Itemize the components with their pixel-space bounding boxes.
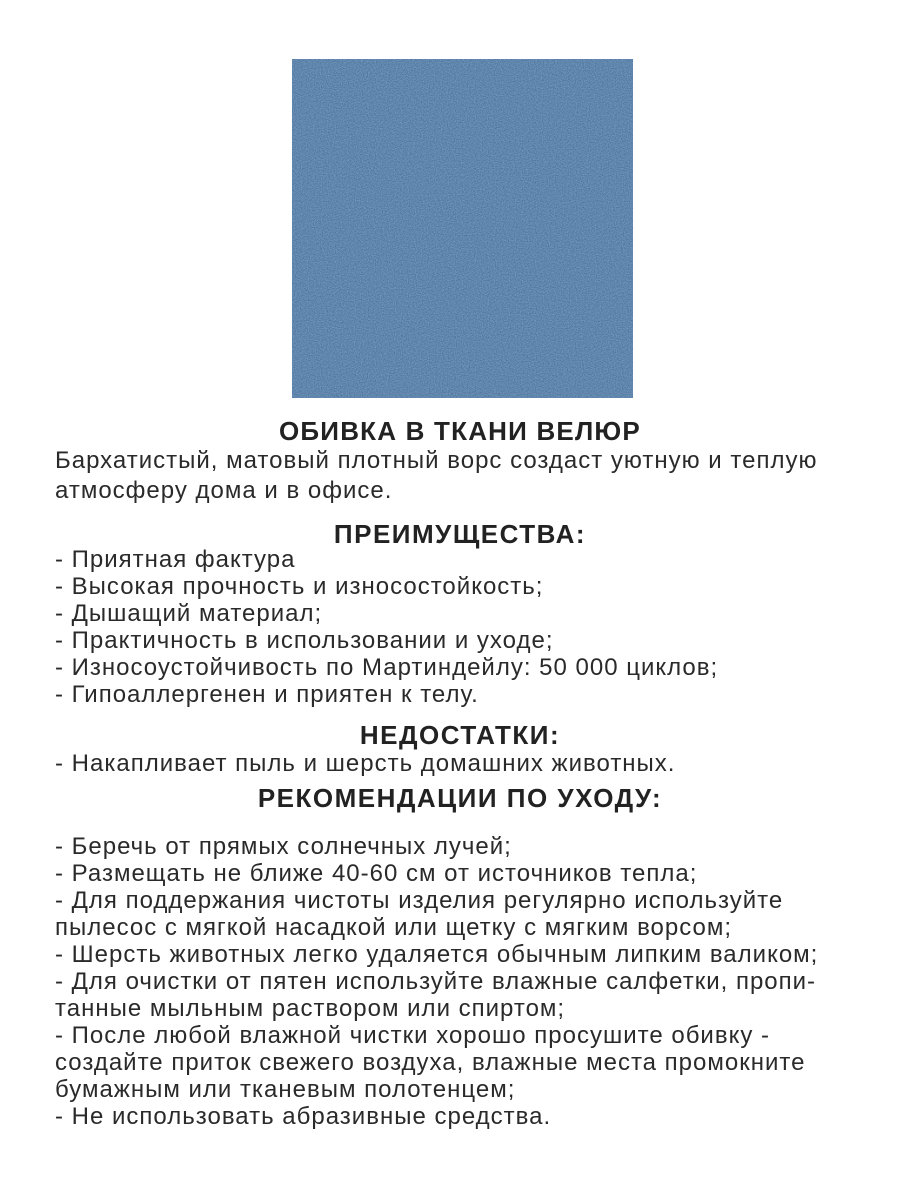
text-line: - Беречь от прямых солнечных лучей; (55, 833, 512, 860)
text-line: - Дышащий материал; (55, 600, 323, 627)
care-recommendations-list (55, 833, 865, 1130)
disadvantages-heading: НЕДОСТАТКИ: (359, 720, 561, 750)
care-recommendations-heading: РЕКОМЕНДАЦИИ ПО УХОДУ: (257, 783, 663, 813)
text-line: - Для поддержания чистоты изделия регулярно используйте (55, 887, 784, 914)
fabric-swatch-image (292, 59, 633, 398)
advantages-heading: ПРЕИМУЩЕСТВА: (333, 519, 587, 549)
text-line: - Износоустойчивость по Мартиндейлу: 50 000 циклов; (55, 654, 719, 681)
text-line: - Для очистки от пятен используйте влажные салфетки, пропи- (55, 968, 817, 995)
text-line: создайте приток свежего воздуха, влажные места промокните (55, 1049, 806, 1076)
text-line: - Накапливает пыль и шерсть домашних животных. (55, 750, 676, 777)
text-line: - Гипоаллергенен и приятен к телу. (55, 681, 479, 708)
fabric-texture-noise (292, 59, 633, 398)
text-line: - Приятная фактура (55, 546, 296, 573)
text-line: атмосферу дома и в офисе. (55, 477, 393, 504)
text-line: пылесос с мягкой насадкой или щетку с мягким ворсом; (55, 914, 733, 941)
text-line: - После любой влажной чистки хорошо просушите обивку - (55, 1022, 771, 1049)
page-title: ОБИВКА В ТКАНИ ВЕЛЮР (279, 416, 641, 446)
disadvantages-list (55, 750, 865, 777)
text-line: бумажным или тканевым полотенцем; (55, 1076, 516, 1103)
text-line: - Шерсть животных легко удаляется обычным липким валиком; (55, 941, 819, 968)
intro-paragraph (55, 446, 865, 506)
advantages-list (55, 546, 865, 708)
text-line: Бархатистый, матовый плотный ворс создаст уютную и теплую (55, 447, 818, 474)
text-line: - Практичность в использовании и уходе; (55, 627, 554, 654)
text-line: танные мыльным раствором или спиртом; (55, 995, 566, 1022)
text-line: - Размещать не ближе 40-60 см от источников тепла; (55, 860, 698, 887)
text-line: - Высокая прочность и износостойкость; (55, 573, 544, 600)
text-line: - Не использовать абразивные средства. (55, 1103, 552, 1130)
